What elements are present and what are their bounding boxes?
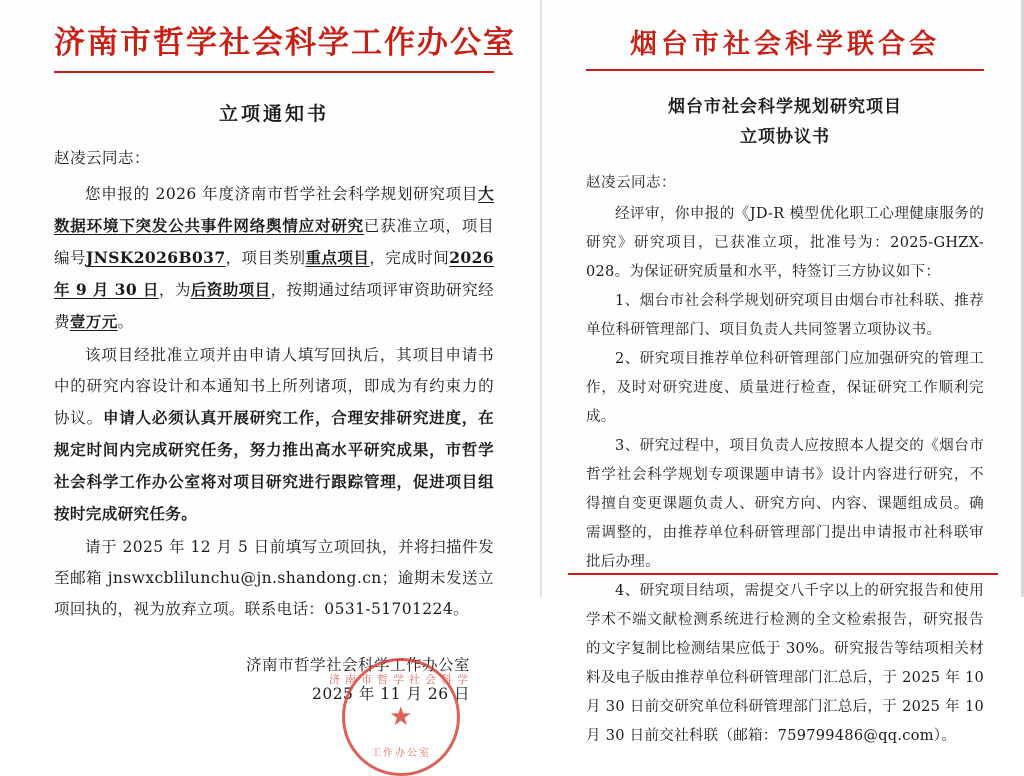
run-text: 该项目经批准立项并由申请人填写回执后，其项目申请书中的研究内容设计和本通知书上所列诸项，即成为有约束力的协议。 — [54, 345, 494, 427]
run-text-emphasis: JNSK2026B037 — [85, 247, 226, 267]
right-paragraph-2: 1、烟台市社会科学规划研究项目由烟台市社科联、推荐单位科研管理部门、项目负责人共同签署立项协议书。 — [586, 292, 984, 338]
right-document — [542, 0, 1024, 744]
run-text-emphasis: 2026 年 9 月 30 日 — [54, 247, 494, 299]
right-title-line-2: 立项协议书 — [740, 126, 830, 147]
left-paragraph-1 — [54, 178, 494, 338]
signing-date: 2025 年 11 月 26 日 — [311, 685, 470, 704]
right-paragraph-5: 4、研究项目结项，需提交八千字以上的研究报告和使用学术不端文献检测系统进行检测的全文检索报告，研究报告的文字复制比检测结果应低于 30%。研究报告等结项相关材料及电子版由推荐单位科研管理部门汇总后，于 2025 年 10 月 30 日前交研究单位科研管理部门汇总后，于 2025 年 10 月 30 日前交社科联（邮箱：759799486@qq.com）。 — [586, 582, 984, 744]
left-letterhead-rule — [54, 71, 494, 73]
left-salutation: 赵凌云同志： — [54, 148, 151, 167]
left-letterhead: 济南市哲学社会科学工作办公室 — [54, 25, 516, 61]
right-letterhead: 烟台市社会科学联合会 — [630, 29, 940, 60]
right-bottom-rule — [568, 573, 998, 575]
right-paragraph-1: 经评审，你申报的《JD-R 模型优化职工心理健康服务的研究》研究项目，已获准立项，批准号为：2025-GHZX-028。为保证研究质量和水平，特签订三方协议如下： — [586, 205, 984, 280]
right-document-title — [586, 93, 984, 153]
seal-star-icon: ★ — [389, 701, 413, 732]
run-text-emphasis: 后资助项目 — [190, 279, 271, 299]
left-signature-block — [54, 651, 494, 759]
left-document-title: 立项通知书 — [218, 102, 329, 125]
right-paragraph-3: 2、研究项目推荐单位科研管理部门应加强研究的管理工作，及时对研究进度、质量进行检查，保证研究工作顺利完成。 — [586, 350, 984, 425]
right-salutation: 赵凌云同志： — [586, 174, 676, 191]
left-paragraph-2 — [54, 340, 494, 530]
signing-organization: 济南市哲学社会科学工作办公室 — [245, 655, 470, 674]
official-seal — [329, 658, 473, 776]
run-text-bold: 申请人必须认真开展研究工作，合理安排研究进度，在规定时间内完成研究任务，努力推出高水平研究成果，市哲学社会科学工作办公室将对项目研究进行跟踪管理，促进项目组按时完成研究任务。 — [54, 407, 494, 523]
seal-bottom-text: 工作办公室 — [371, 747, 431, 759]
run-text: ，项目类别 — [225, 248, 306, 267]
run-text-emphasis: 壹万元 — [69, 311, 118, 331]
run-text-emphasis: 大数据环境下突发公共事件网络舆情应对研究 — [54, 183, 494, 235]
run-text: ，按期通过结项评审资助研究经费 — [54, 280, 494, 331]
run-text: ，完成时间 — [369, 248, 450, 267]
run-text-emphasis: 重点项目 — [305, 247, 370, 267]
right-paragraph-4: 3、研究过程中，项目负责人应按照本人提交的《烟台市哲学社会科学规划专项课题申请书》设计内容进行研究，不得擅自变更课题负责人、研究方向、内容、课题组成员。确需调整的，由推荐单位科研管理部门提出申请报市社科联审批后办理。 — [586, 437, 984, 570]
run-text: 。 — [117, 312, 134, 331]
run-text: 您申报的 2026 年度济南市哲学社会科学规划研究项目 — [85, 184, 479, 203]
run-text: ，为 — [158, 280, 191, 299]
run-text: 已获准立项，项目编号 — [54, 216, 494, 267]
left-paragraph-3: 请于 2025 年 12 月 5 日前填写立项回执，并将扫描件发至邮箱 jnswxcblilunchu@jn.shandong.cn；逾期未发送立项回执的，视为放弃立项。联系电话：0531-51701224。 — [54, 537, 494, 618]
right-title-line-1: 烟台市社会科学规划研究项目 — [668, 97, 902, 117]
seal-top-text: 济南市哲学社会科学 — [329, 672, 473, 686]
right-letterhead-rule — [586, 69, 984, 71]
